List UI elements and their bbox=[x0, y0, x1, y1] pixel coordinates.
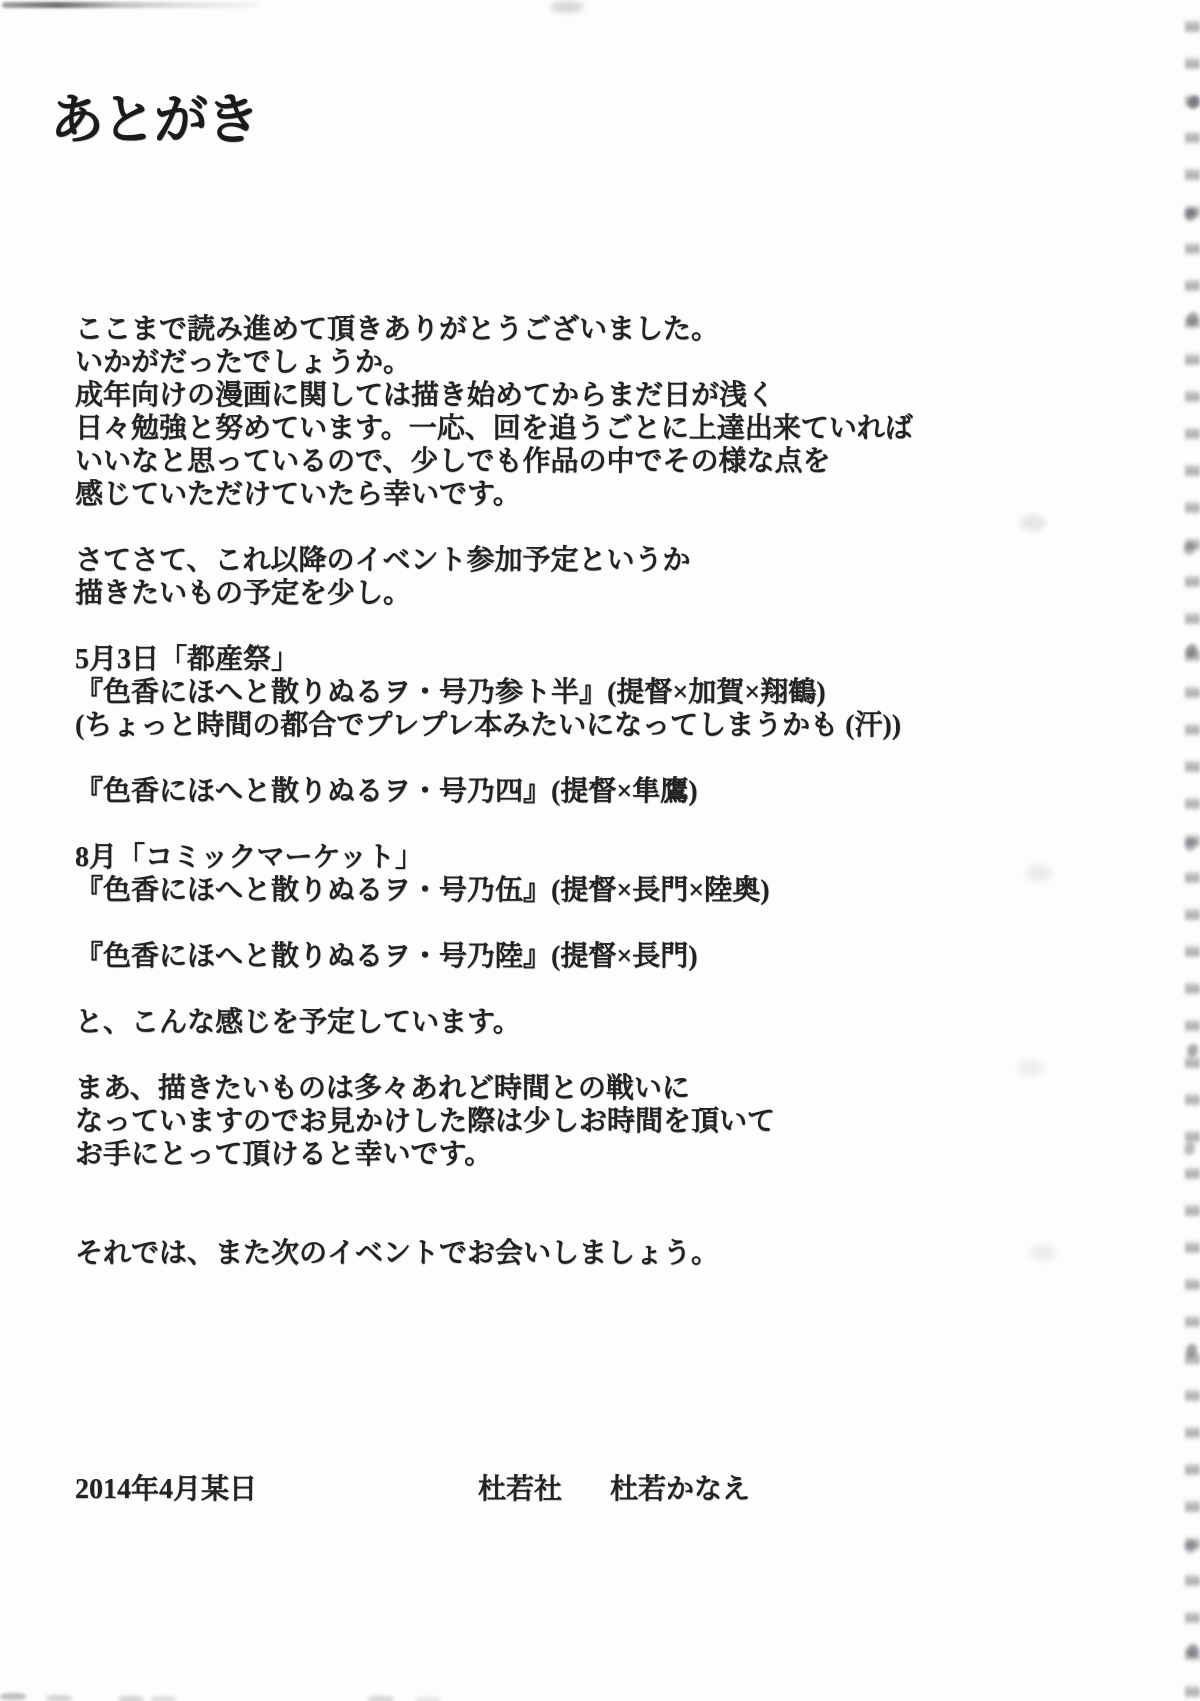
text-line: 『色香にほへと散りぬるヲ・号乃四』(提督×隼鷹) bbox=[75, 776, 698, 807]
text-line: 『色香にほへと散りぬるヲ・号乃参ト半』(提督×加賀×翔鶴) bbox=[75, 677, 826, 708]
text-line: 感じていただけていたら幸いです。 bbox=[75, 479, 521, 510]
text-line: と、こんな感じを予定しています。 bbox=[75, 1007, 521, 1038]
scan-artifact-top-smudge bbox=[550, 1, 584, 13]
circle-name: 杜若社 bbox=[478, 1474, 563, 1505]
text-line bbox=[75, 907, 1115, 940]
text-line: なっていますのでお見かけした際は少しお時間を頂いて bbox=[75, 1106, 776, 1137]
text-line bbox=[75, 511, 1115, 544]
author-name: 杜若かなえ bbox=[610, 1474, 751, 1505]
colophon bbox=[0, 1467, 1200, 1507]
text-line bbox=[75, 1204, 1115, 1237]
text-line: それでは、また次のイベントでお会いしましょう。 bbox=[75, 1238, 720, 1269]
text-line bbox=[75, 610, 1115, 643]
text-line: ここまで読み進めて頂きありがとうございました。 bbox=[75, 314, 720, 345]
scan-artifact-bottom-edge bbox=[0, 1693, 26, 1700]
text-line bbox=[75, 742, 1115, 775]
afterword-body bbox=[75, 313, 1115, 1270]
page-title: あとがき bbox=[50, 90, 258, 150]
text-line bbox=[75, 1039, 1115, 1072]
text-line: 描きたいもの予定を少し。 bbox=[75, 578, 412, 609]
text-line bbox=[75, 1171, 1115, 1204]
text-line: さてさて、これ以降のイベント参加予定というか bbox=[75, 545, 691, 576]
text-line: まあ、描きたいものは多々あれど時間との戦いに bbox=[75, 1073, 690, 1104]
text-line: (ちょっと時間の都合でプレプレ本みたいになってしまうかも (汗)) bbox=[75, 710, 902, 741]
text-line: 日々勉強と努めています。一応、回を追うごとに上達出来ていれば bbox=[75, 413, 913, 444]
text-line: 8月「コミックマーケット」 bbox=[75, 842, 424, 873]
text-line bbox=[75, 973, 1115, 1006]
text-line: お手にとって頂けると幸いです。 bbox=[75, 1139, 493, 1170]
scan-artifact-right-blobs bbox=[1188, 96, 1199, 109]
text-line: いかがだったでしょうか。 bbox=[75, 347, 412, 378]
publication-date: 2014年4月某日 bbox=[75, 1474, 258, 1505]
text-line bbox=[75, 808, 1115, 841]
text-line: 成年向けの漫画に関しては描き始めてからまだ日が浅く bbox=[75, 380, 776, 411]
scan-artifact-top-edge bbox=[2, 2, 260, 8]
text-line: 『色香にほへと散りぬるヲ・号乃伍』(提督×長門×陸奥) bbox=[75, 875, 770, 906]
text-line: 『色香にほへと散りぬるヲ・号乃陸』(提督×長門) bbox=[75, 941, 698, 972]
scan-artifact-right-edge bbox=[1185, 0, 1200, 1701]
text-line: いいなと思っているので、少しでも作品の中でその様な点を bbox=[75, 446, 831, 477]
text-line: 5月3日「都産祭」 bbox=[75, 644, 300, 675]
